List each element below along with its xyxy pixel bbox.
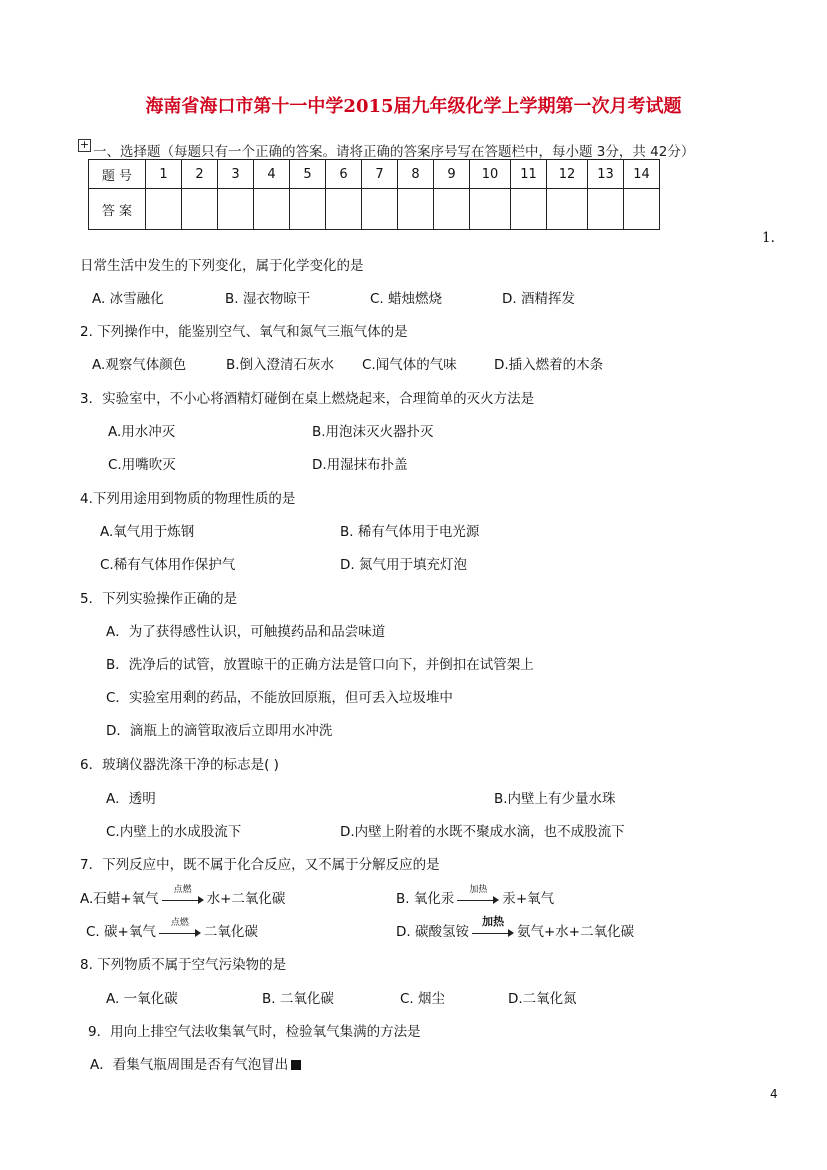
reactants: D. 碳酸氢铵	[396, 924, 469, 940]
section-header: 一、选择题（每题只有一个正确的答案。请将正确的答案序号写在答题栏中，每小题 3分，共 42分）	[93, 144, 695, 160]
option-c: C.内壁上的水成股流下	[106, 824, 242, 840]
option-a	[90, 1053, 301, 1073]
reaction-condition: 点燃	[173, 885, 192, 895]
products: 水+二氧化碳	[206, 891, 286, 907]
answer-cell[interactable]	[290, 189, 326, 230]
option-b: B.内壁上有少量水珠	[494, 791, 616, 807]
question-stem: 2. 下列操作中，能鉴别空气、氧气和氮气三瓶气体的是	[80, 324, 408, 340]
option-d: D.二氧化氮	[508, 991, 577, 1007]
option-a-text: A．看集气瓶周围是否有气泡冒出	[90, 1057, 289, 1073]
option-a: A.观察气体颜色	[92, 357, 187, 373]
black-square-icon	[291, 1060, 301, 1070]
option-b	[396, 887, 554, 907]
table-cell: 5	[290, 160, 326, 189]
option-c: C. 蜡烛燃烧	[370, 291, 443, 307]
option-a	[80, 887, 285, 907]
option-c: C.用嘴吹灭	[108, 457, 176, 473]
answer-cell[interactable]	[470, 189, 511, 230]
option-b: B．洗净后的试管，放置晾干的正确方法是管口向下，并倒扣在试管架上	[106, 657, 534, 673]
answer-cell[interactable]	[254, 189, 290, 230]
table-cell: 8	[398, 160, 434, 189]
reaction-condition: 加热	[481, 915, 504, 928]
reaction-arrow	[159, 918, 201, 939]
table-cell: 9	[434, 160, 470, 189]
answer-cell[interactable]	[588, 189, 624, 230]
option-c	[86, 920, 258, 940]
option-c: C.闻气体的气味	[362, 357, 457, 373]
question-stem: 3．实验室中，不小心将酒精灯碰倒在桌上燃烧起来，合理简单的灭火方法是	[80, 391, 535, 407]
table-cell: 10	[470, 160, 511, 189]
question-stem: 8. 下列物质不属于空气污染物的是	[80, 957, 287, 973]
question-stem: 日常生活中发生的下列变化，属于化学变化的是	[80, 258, 364, 274]
answer-cell[interactable]	[218, 189, 254, 230]
answer-cell[interactable]	[362, 189, 398, 230]
question-stem: 6．玻璃仪器洗涤干净的标志是( )	[80, 757, 279, 773]
table-cell: 3	[218, 160, 254, 189]
option-a: A. 一氧化碳	[106, 991, 178, 1007]
answer-cell[interactable]	[326, 189, 362, 230]
option-b: B.倒入澄清石灰水	[226, 357, 335, 373]
answer-table	[88, 159, 660, 230]
table-cell: 12	[547, 160, 588, 189]
option-d: D. 氮气用于填充灯泡	[340, 557, 467, 573]
answer-cell[interactable]	[511, 189, 547, 230]
option-d: D．滴瓶上的滴管取液后立即用水冲洗	[106, 723, 333, 739]
reactants: B. 氧化汞	[396, 891, 455, 907]
products: 汞+氧气	[502, 891, 555, 907]
reaction-arrow	[457, 885, 499, 906]
table-cell: 14	[624, 160, 660, 189]
reaction-arrow	[472, 915, 514, 939]
option-a: A．透明	[106, 791, 156, 807]
products: 二氧化碳	[203, 924, 258, 940]
answer-cell[interactable]	[146, 189, 182, 230]
option-b: B. 湿衣物晾干	[225, 291, 311, 307]
table-cell: 4	[254, 160, 290, 189]
option-a: A.氧气用于炼钢	[100, 524, 195, 540]
question-stem: 4.下列用途用到物质的物理性质的是	[80, 491, 296, 507]
answer-cell[interactable]	[434, 189, 470, 230]
option-a: A. 冰雪融化	[92, 291, 164, 307]
option-d: D. 酒精挥发	[502, 291, 575, 307]
table-cell: 11	[511, 160, 547, 189]
expand-table-icon[interactable]: +	[79, 138, 90, 151]
question-number: 1.	[762, 230, 775, 246]
option-c: C.稀有气体用作保护气	[100, 557, 236, 573]
page-number: 4	[770, 1087, 778, 1101]
option-c: C．实验室用剩的药品，不能放回原瓶，但可丢入垃圾堆中	[106, 690, 453, 706]
reaction-arrow	[162, 885, 204, 906]
option-c: C. 烟尘	[400, 991, 446, 1007]
answer-cell[interactable]	[182, 189, 218, 230]
row-label: 答 案	[89, 189, 146, 230]
table-row	[89, 160, 660, 189]
question-stem: 5．下列实验操作正确的是	[80, 591, 238, 607]
table-row	[89, 189, 660, 230]
option-b: B. 二氧化碳	[262, 991, 334, 1007]
reaction-condition: 加热	[469, 885, 488, 895]
reactants: C. 碳+氧气	[86, 924, 156, 940]
table-cell: 7	[362, 160, 398, 189]
answer-cell[interactable]	[547, 189, 588, 230]
question-stem: 7．下列反应中，既不属于化合反应，又不属于分解反应的是	[80, 857, 440, 873]
option-d	[396, 915, 635, 940]
row-label: 题 号	[89, 160, 146, 189]
table-cell: 2	[182, 160, 218, 189]
option-d: D.内壁上附着的水既不聚成水滴，也不成股流下	[340, 824, 625, 840]
table-cell: 13	[588, 160, 624, 189]
page-title: 海南省海口市第十一中学2015届九年级化学上学期第一次月考试题	[145, 96, 682, 117]
option-b: B.用泡沫灭火器扑灭	[312, 424, 434, 440]
option-d: D.用湿抹布扑盖	[312, 457, 408, 473]
products: 氨气+水+二氧化碳	[516, 924, 635, 940]
reactants: A.石蜡+氧气	[80, 891, 159, 907]
answer-cell[interactable]	[398, 189, 434, 230]
option-b: B. 稀有气体用于电光源	[340, 524, 480, 540]
table-cell: 6	[326, 160, 362, 189]
option-a: A．为了获得感性认识，可触摸药品和品尝味道	[106, 624, 386, 640]
question-stem: 9．用向上排空气法收集氧气时，检验氧气集满的方法是	[88, 1024, 421, 1040]
reaction-condition: 点燃	[170, 918, 189, 928]
table-cell: 1	[146, 160, 182, 189]
answer-cell[interactable]	[624, 189, 660, 230]
option-a: A.用水冲灭	[108, 424, 176, 440]
option-d: D.插入燃着的木条	[494, 357, 604, 373]
